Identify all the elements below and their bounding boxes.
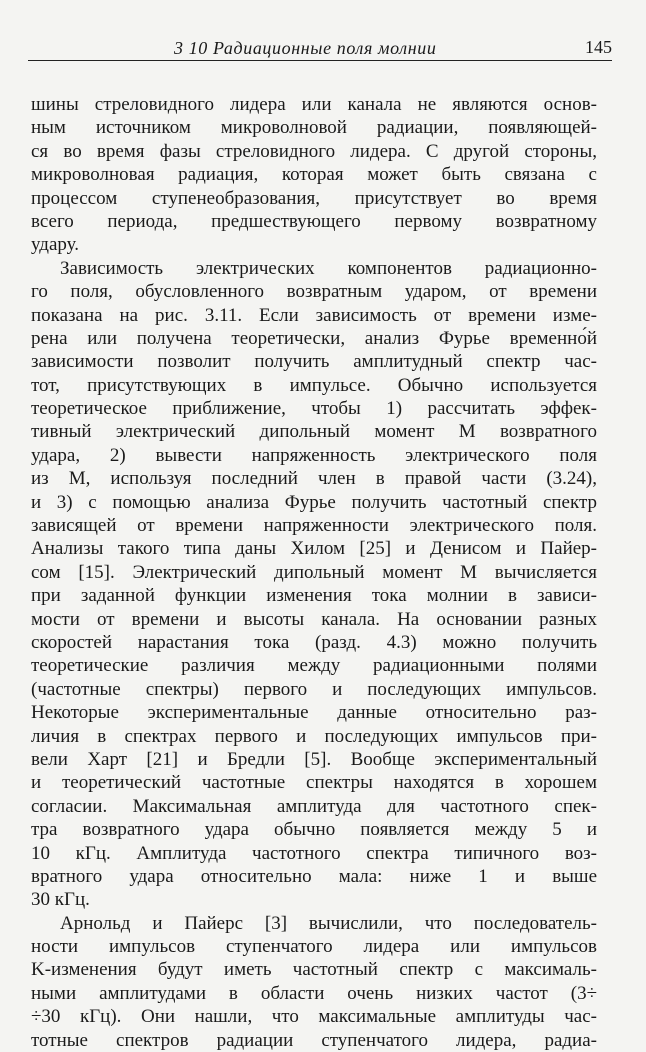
page-number: 145 [585,37,612,57]
text-line: го поля, обусловленного возвратным ударом, от времени [31,281,597,303]
text-line: скоростей нарастания тока (разд. 4.3) можно получить [31,631,597,653]
text-line: Арнольд и Пайерс [3] вычислили, что последователь- [60,912,597,934]
text-line: тивный электрический дипольный момент M возвратного [31,421,597,443]
text-line: Некоторые экспериментальные данные относительно раз- [31,702,597,724]
text-line: мости от времени и высоты канала. На основании разных [31,608,597,630]
text-line: ся во время фазы стреловидного лидера. С другой стороны, [31,140,597,162]
text-line: сом [15]. Электрический дипольный момент M вычисляется [31,561,597,583]
text-line: и 3) с помощью анализа Фурье получить частотный спектр [31,491,597,513]
text-line: Зависимость электрических компонентов радиационно- [60,257,597,279]
text-line: ным источником микроволновой радиации, появляющей- [31,117,597,139]
text-line: (частотные спектры) первого и последующих импульсов. [31,678,597,700]
text-line: рена или получена теоретически, анализ Фурье временно́й [31,327,597,349]
text-line: шины стреловидного лидера или канала не являются основ- [31,94,597,115]
text-line: теоретические различия между радиационными полями [31,655,597,677]
text-line: ными амплитудами в области очень низких частот (3÷ [31,982,597,1004]
text-line: тотные спектров радиации ступенчатого лидера, радиа- [31,1029,597,1051]
text-line: зависимости позволит получить амплитудный спектр час- [31,351,597,373]
text-line: и теоретический частотные спектры находятся в хорошем [31,772,597,794]
running-head: 3 10 Радиационные поля молнии [174,38,437,58]
text-line: ности импульсов ступенчатого лидера или импульсов [31,936,597,958]
text-line: процессом ступенеобразования, присутствует во время [31,187,597,209]
paragraph [31,912,597,1052]
page-header [28,34,612,61]
text-line: при заданной функции изменения тока молнии в зависи- [31,585,597,607]
text-line: личия в спектрах первого и последующих импульсов при- [31,725,597,747]
text-line: 10 кГц. Амплитуда частотного спектра типичного воз- [31,842,597,864]
text-line: Анализы такого типа даны Хилом [25] и Денисом и Пайер- [31,538,597,560]
text-line: вели Харт [21] и Бредли [5]. Вообще экспериментальный [31,748,597,770]
text-line: вратного удара относительно мала: ниже 1 и выше [31,865,597,887]
paragraph [31,257,597,912]
text-line: согласии. Максимальная амплитуда для частотного спек- [31,795,597,817]
text-line: 30 кГц. [31,889,90,911]
text-line: удара, 2) вывести напряженность электрического поля [31,444,597,466]
body-text [31,93,597,1052]
text-line: ÷30 кГц). Они нашли, что максимальные амплитуды час- [31,1006,597,1028]
text-line: показана на рис. 3.11. Если зависимость от времени изме- [31,304,597,326]
text-line: удару. [31,234,80,256]
text-line: микроволновая радиация, которая может быть связана с [31,164,597,186]
text-line: из M, используя последний член в правой части (3.24), [31,468,597,490]
text-line: теоретическое приближение, чтобы 1) рассчитать эффек- [31,398,597,420]
text-line: тра возвратного удара обычно появляется между 5 и [31,819,597,841]
text-line: зависящей от времени напряженности электрического поля. [31,515,597,537]
paragraph [31,93,597,257]
text-line: тот, присутствующих в импульсе. Обычно используется [31,374,597,396]
text-line: K-изменения будут иметь частотный спектр с максималь- [31,959,597,981]
text-line: всего периода, предшествующего первому возвратному [31,210,597,232]
